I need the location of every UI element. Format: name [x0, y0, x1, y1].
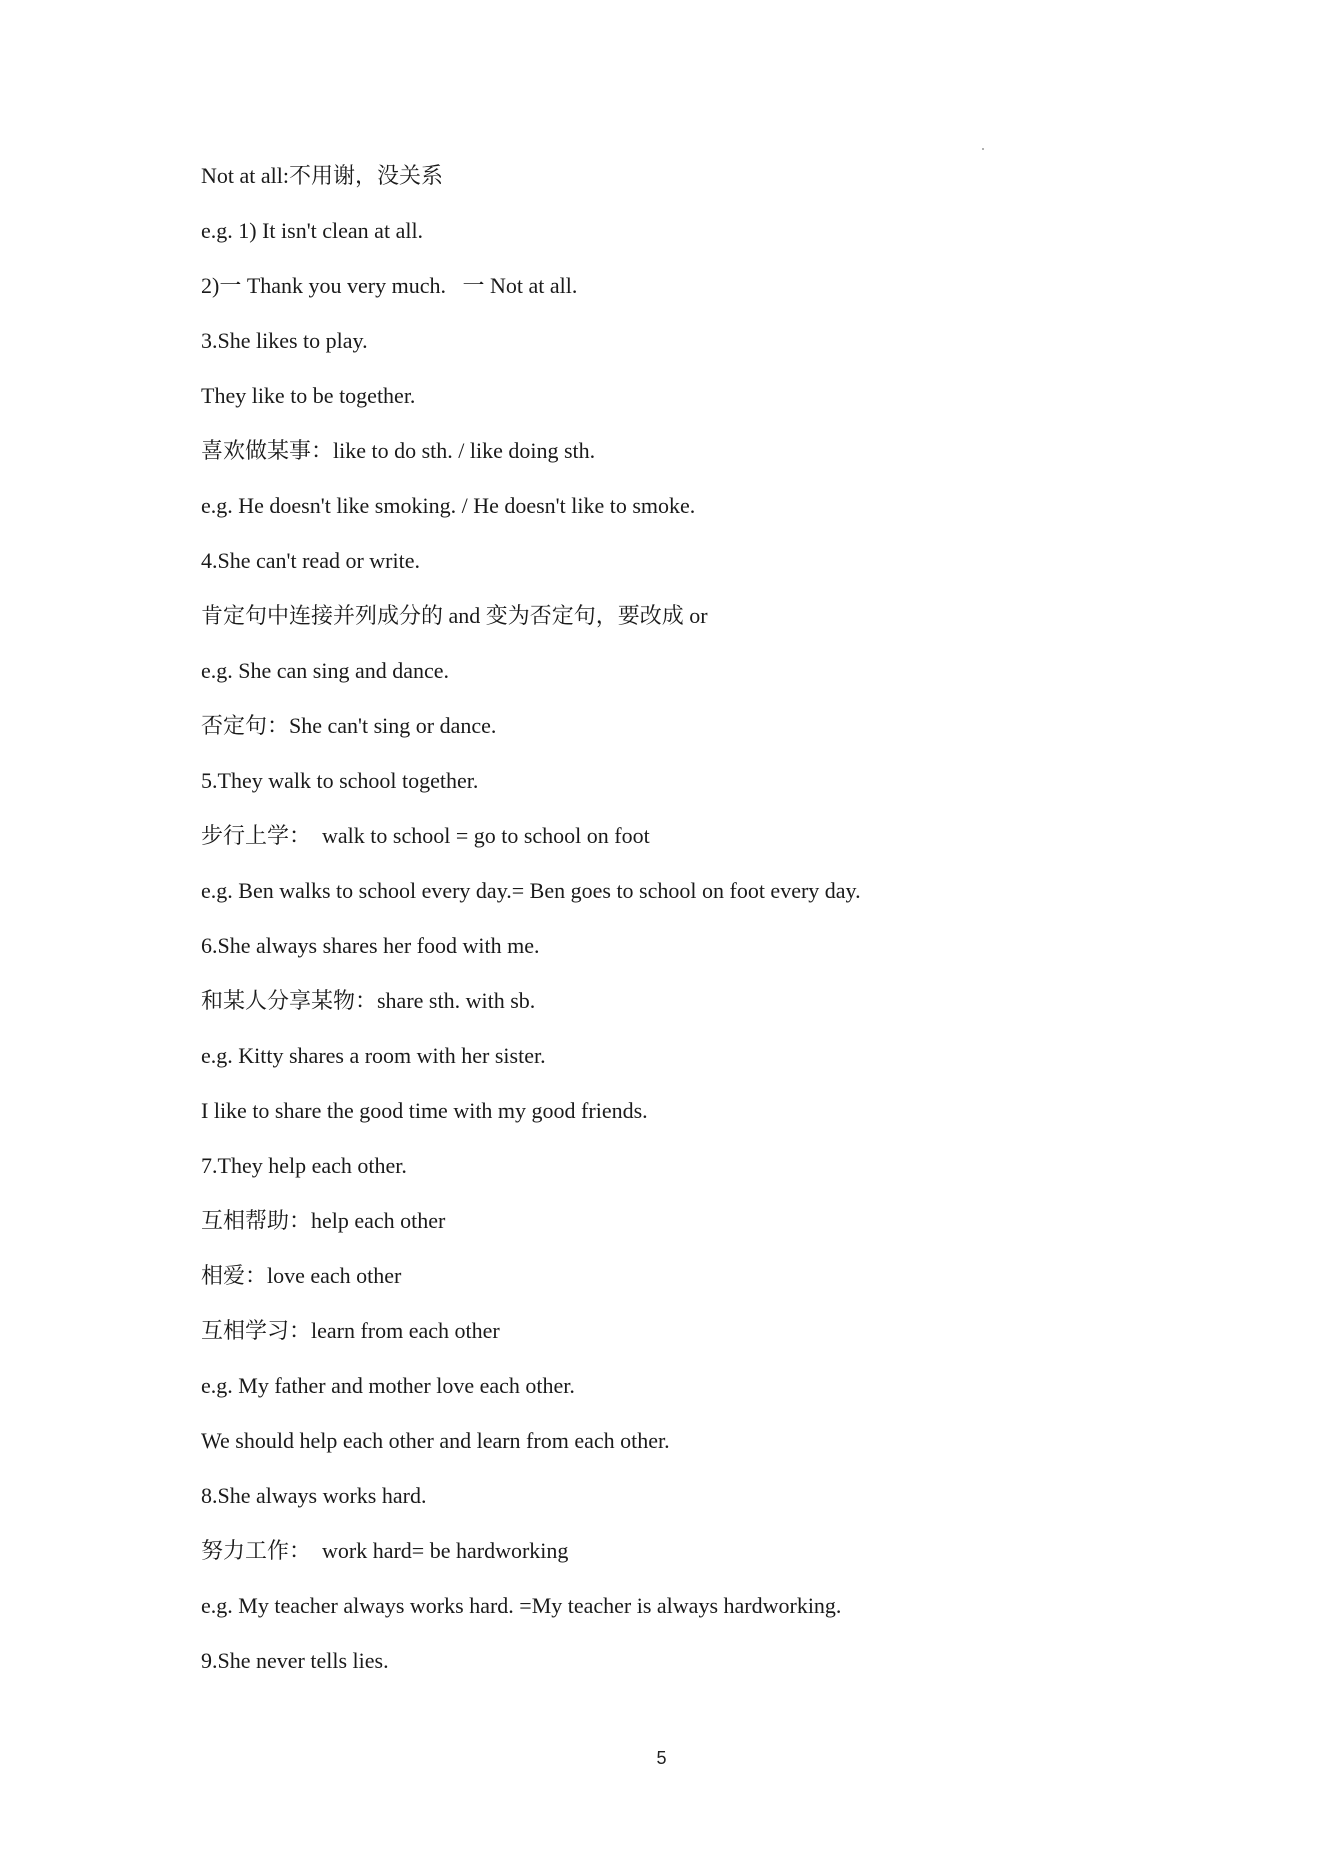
text-line: 肯定句中连接并列成分的 and 变为否定句，要改成 or: [201, 603, 708, 628]
text-line: 步行上学： walk to school = go to school on foot: [201, 823, 650, 848]
text-line: e.g. Ben walks to school every day.= Ben goes to school on foot every day.: [201, 878, 861, 903]
text-line: e.g. He doesn't like smoking. / He doesn't like to smoke.: [201, 493, 696, 518]
text-line: e.g. 1) It isn't clean at all.: [201, 218, 424, 243]
text-line: Not at all:不用谢，没关系: [201, 163, 443, 188]
text-line: They like to be together.: [201, 383, 416, 408]
text-line: e.g. She can sing and dance.: [201, 658, 450, 683]
text-line: We should help each other and learn from each other.: [201, 1428, 670, 1453]
text-line: 6.She always shares her food with me.: [201, 933, 540, 958]
text-line: 和某人分享某物：share sth. with sb.: [201, 988, 536, 1013]
text-line: e.g. My teacher always works hard. =My teacher is always hardworking.: [201, 1593, 842, 1618]
text-line: I like to share the good time with my good friends.: [201, 1098, 648, 1123]
text-line: 互相学习：learn from each other: [201, 1318, 500, 1343]
text-line: 7.They help each other.: [201, 1153, 407, 1178]
text-body: [201, 156, 1201, 1696]
text-line: 8.She always works hard.: [201, 1483, 427, 1508]
text-line: 4.She can't read or write.: [201, 548, 420, 573]
text-line: e.g. Kitty shares a room with her sister.: [201, 1043, 546, 1068]
text-line: 3.She likes to play.: [201, 328, 368, 353]
text-line: 互相帮助：help each other: [201, 1208, 446, 1233]
text-line: e.g. My father and mother love each other.: [201, 1373, 575, 1398]
text-line: 努力工作： work hard= be hardworking: [201, 1538, 569, 1563]
page-number: 5: [656, 1748, 667, 1768]
text-line: 5.They walk to school together.: [201, 768, 479, 793]
text-line: 否定句：She can't sing or dance.: [201, 713, 497, 738]
text-line: 2)一 Thank you very much. 一 Not at all.: [201, 273, 578, 298]
text-line: 9.She never tells lies.: [201, 1648, 389, 1673]
text-line: 喜欢做某事：like to do sth. / like doing sth.: [201, 438, 596, 463]
text-line: 相爱：love each other: [201, 1263, 402, 1288]
speck-mark: [982, 148, 984, 150]
